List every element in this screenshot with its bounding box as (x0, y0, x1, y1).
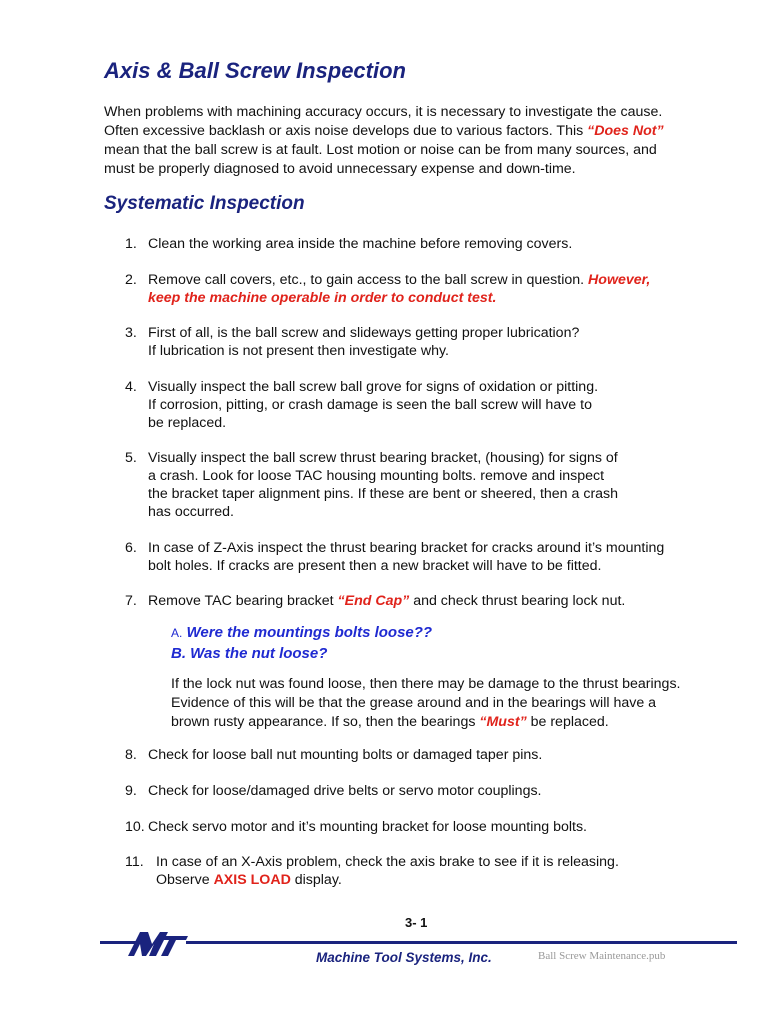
intro-line: mean that the ball screw is at fault. Lost motion or noise can be from many sources, and (104, 142, 657, 158)
note-text: be replaced. (526, 714, 609, 730)
question-b (171, 645, 327, 662)
question-letter: B. (171, 645, 186, 662)
note-text: brown rusty appearance. If so, then the bearings (171, 714, 480, 730)
end-cap-emphasis: “End Cap” (337, 593, 410, 609)
however-emphasis: However, (588, 272, 651, 288)
item-text: First of all, is the ball screw and slideways getting proper lubrication? (148, 325, 580, 341)
item-text (156, 871, 619, 889)
item-text: Clean the working area inside the machine before removing covers. (148, 236, 573, 252)
item-text-part: display. (290, 872, 342, 888)
lock-nut-note (171, 675, 680, 732)
item-text (148, 271, 650, 289)
item-number: 8. (125, 747, 137, 763)
item-text (148, 592, 625, 610)
item-text: In case of Z-Axis inspect the thrust bearing bracket for cracks around it’s mounting (148, 540, 665, 556)
item-number: 6. (125, 540, 137, 556)
item-number: 4. (125, 379, 137, 395)
intro-line (104, 122, 704, 141)
must-emphasis: “Must” (479, 714, 527, 730)
note-line: If the lock nut was found loose, then there may be damage to the thrust bearings. (171, 676, 681, 692)
question-text: Were the mountings bolts loose?? (186, 624, 433, 641)
item-text-part: Remove call covers, etc., to gain access to the ball screw in question. (148, 272, 589, 288)
item-text: bolt holes. If cracks are present then a new bracket will have to be fitted. (148, 558, 602, 574)
item-text: a crash. Look for loose TAC housing mounting bolts. remove and inspect (148, 468, 605, 484)
intro-paragraph (104, 103, 704, 179)
item-text: Visually inspect the ball screw thrust bearing bracket, (housing) for signs of (148, 450, 618, 466)
axis-load-emphasis: AXIS LOAD (213, 872, 291, 888)
item-text: the bracket taper alignment pins. If these are bent or sheered, then a crash (148, 486, 619, 502)
item-text-part: Remove TAC bearing bracket (148, 593, 338, 609)
intro-line: When problems with machining accuracy occurs, it is necessary to investigate the cause. (104, 104, 663, 120)
note-line (171, 713, 680, 732)
footer-rule-right (186, 941, 737, 944)
item-emphasis-line: keep the machine operable in order to conduct test. (148, 290, 497, 306)
page-number: 3- 1 (405, 915, 428, 930)
item-text-part: Observe (156, 872, 214, 888)
item-number: 3. (125, 325, 137, 341)
item-number: 7. (125, 593, 137, 609)
company-name: Machine Tool Systems, Inc. (316, 950, 492, 965)
section-title: Systematic Inspection (104, 193, 305, 214)
does-not-emphasis: “Does Not” (587, 123, 664, 139)
file-name: Ball Screw Maintenance.pub (538, 950, 666, 962)
company-logo (126, 926, 190, 960)
note-line: Evidence of this will be that the grease around and in the bearings will have a (171, 695, 657, 711)
item-number: 11. (125, 854, 144, 870)
item-number: 10. (125, 819, 145, 835)
item-text: If corrosion, pitting, or crash damage is seen the ball screw will have to (148, 397, 592, 413)
question-letter: A. (171, 626, 183, 640)
item-number: 2. (125, 272, 137, 288)
question-a (171, 624, 432, 641)
question-text: Was the nut loose? (190, 645, 328, 662)
item-number: 1. (125, 236, 137, 252)
item-text: Check for loose ball nut mounting bolts or damaged taper pins. (148, 747, 543, 763)
item-text: be replaced. (148, 415, 227, 431)
item-number: 5. (125, 450, 137, 466)
item-text: Visually inspect the ball screw ball grove for signs of oxidation or pitting. (148, 379, 599, 395)
item-text: has occurred. (148, 504, 234, 520)
item-number: 9. (125, 783, 137, 799)
intro-line: must be properly diagnosed to avoid unnecessary expense and down-time. (104, 161, 576, 177)
logo-text: MTS (126, 926, 129, 927)
item-text-part: and check thrust bearing lock nut. (409, 593, 626, 609)
item-text: Check for loose/damaged drive belts or servo motor couplings. (148, 783, 542, 799)
page-title: Axis & Ball Screw Inspection (104, 58, 406, 83)
item-text: Check servo motor and it’s mounting bracket for loose mounting bolts. (148, 819, 587, 835)
intro-text: Often excessive backlash or axis noise develops due to various factors. This (104, 123, 588, 139)
item-text: In case of an X-Axis problem, check the axis brake to see if it is releasing. (156, 854, 619, 870)
item-text: If lubrication is not present then investigate why. (148, 343, 449, 359)
